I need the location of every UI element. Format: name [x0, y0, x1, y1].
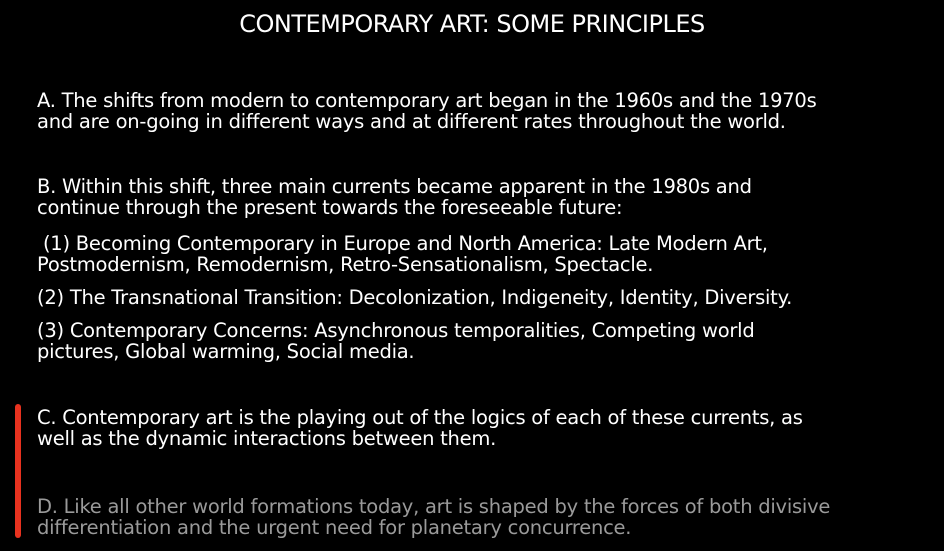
list-item-1-line: (1) Becoming Contemporary in Europe and North America: Late Modern Art, — [37, 232, 768, 255]
paragraph-c — [37, 407, 927, 449]
paragraph-a — [37, 90, 927, 132]
paragraph-d-line: D. Like all other world formations today, art is shaped by the forces of both divisive — [37, 495, 831, 518]
paragraph-b-line: continue through the present towards the foreseeable future: — [37, 196, 623, 219]
paragraph-a-line: A. The shifts from modern to contemporary art began in the 1960s and the 1970s — [37, 89, 817, 112]
paragraph-a-line: and are on-going in different ways and at different rates throughout the world. — [37, 110, 786, 133]
paragraph-b — [37, 176, 927, 218]
paragraph-d-line: differentiation and the urgent need for planetary concurrence. — [37, 516, 632, 539]
list-item-3-line: (3) Contemporary Concerns: Asynchronous temporalities, Competing world — [37, 319, 755, 342]
red-annotation-mark — [15, 404, 21, 538]
paragraph-b-line: B. Within this shift, three main currents became apparent in the 1980s and — [37, 175, 752, 198]
list-item-1 — [37, 233, 927, 275]
list-item-3-line: pictures, Global warming, Social media. — [37, 340, 415, 363]
paragraph-c-line: well as the dynamic interactions between them. — [37, 427, 497, 450]
list-item-2-line: (2) The Transnational Transition: Decolonization, Indigeneity, Identity, Diversity. — [37, 286, 793, 309]
slide-title: CONTEMPORARY ART: SOME PRINCIPLES — [239, 10, 705, 38]
paragraph-c-line: C. Contemporary art is the playing out of the logics of each of these currents, as — [37, 406, 803, 429]
paragraph-d — [37, 496, 927, 538]
list-item-2 — [37, 287, 927, 308]
list-item-1-line: Postmodernism, Remodernism, Retro-Sensationalism, Spectacle. — [37, 253, 654, 276]
list-item-3 — [37, 320, 927, 362]
